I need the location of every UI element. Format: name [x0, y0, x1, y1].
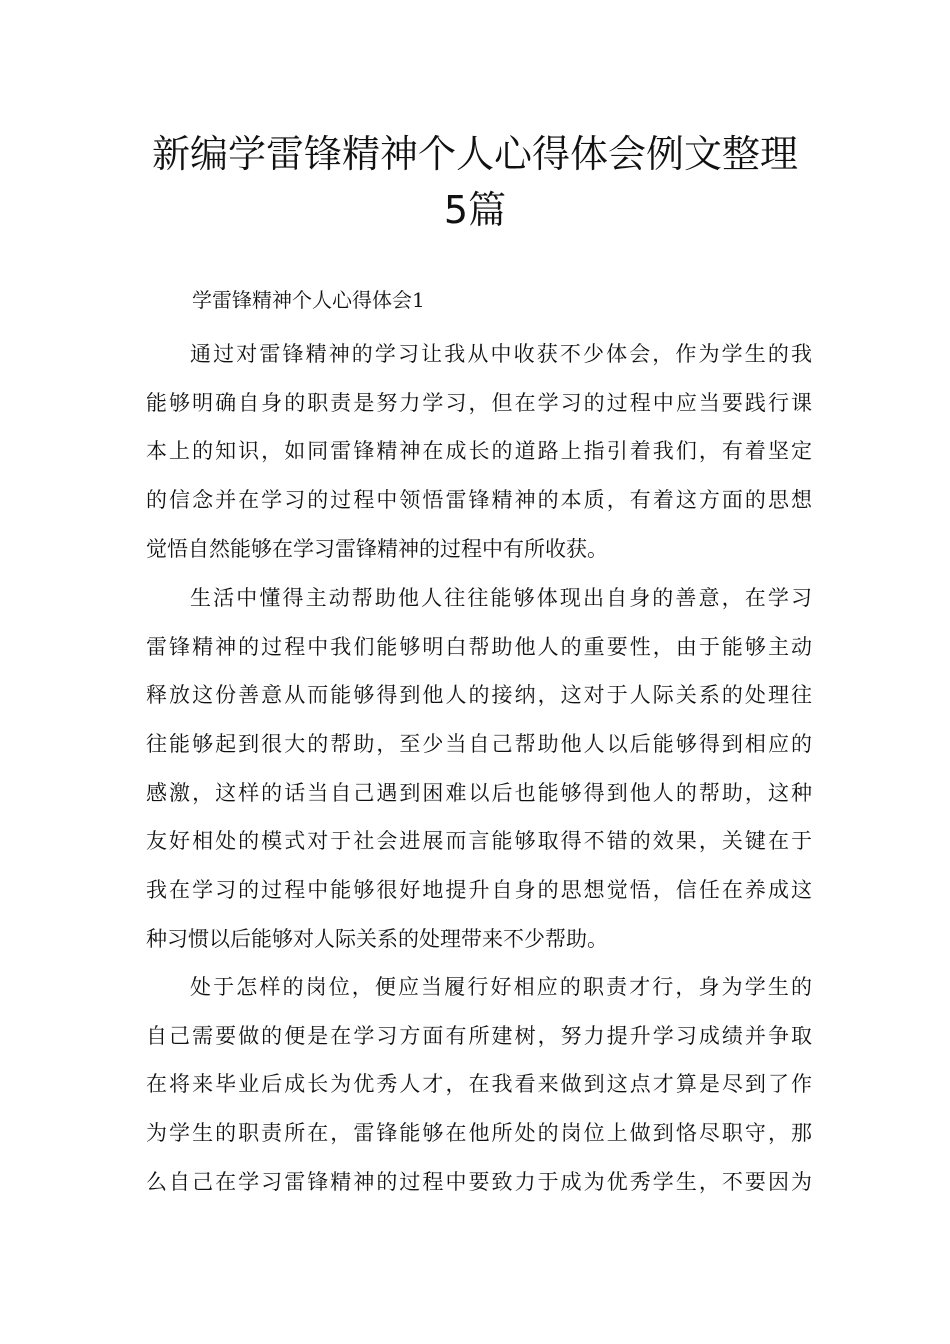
paragraph-line: 我在学习的过程中能够很好地提升自身的思想觉悟，信任在养成这 — [146, 878, 812, 903]
paragraph-line: 为学生的职责所在，雷锋能够在他所处的岗位上做到恪尽职守，那 — [146, 1121, 812, 1146]
section-heading: 学雷锋精神个人心得体会1 — [192, 288, 425, 312]
paragraph-line: 本上的知识，如同雷锋精神在成长的道路上指引着我们，有着坚定 — [146, 439, 812, 464]
title-line-1: 新编学雷锋精神个人心得体会例文整理 — [151, 132, 798, 176]
paragraph-line: 雷锋精神的过程中我们能够明白帮助他人的重要性，由于能够主动 — [146, 634, 812, 659]
paragraph-line: 友好相处的模式对于社会进展而言能够取得不错的效果，关键在于 — [146, 829, 812, 854]
paragraph-line: 么自己在学习雷锋精神的过程中要致力于成为优秀学生，不要因为 — [146, 1169, 812, 1194]
paragraph-line: 通过对雷锋精神的学习让我从中收获不少体会，作为学生的我 — [190, 342, 812, 366]
paragraph-3 — [146, 963, 812, 1206]
paragraph-line: 释放这份善意从而能够得到他人的接纳，这对于人际关系的处理往 — [146, 683, 812, 708]
paragraph-line: 种习惯以后能够对人际关系的处理带来不少帮助。 — [146, 926, 608, 951]
paragraph-line: 处于怎样的岗位，便应当履行好相应的职责才行，身为学生的 — [190, 975, 812, 999]
paragraph-line: 觉悟自然能够在学习雷锋精神的过程中有所收获。 — [146, 536, 608, 561]
paragraph-line: 自己需要做的便是在学习方面有所建树，努力提升学习成绩并争取 — [146, 1023, 812, 1048]
paragraph-line: 感激，这样的话当自己遇到困难以后也能够得到他人的帮助，这种 — [146, 780, 812, 805]
paragraph-line: 在将来毕业后成长为优秀人才，在我看来做到这点才算是尽到了作 — [146, 1072, 812, 1097]
paragraph-line: 往能够起到很大的帮助，至少当自己帮助他人以后能够得到相应的 — [146, 732, 812, 757]
title-line-2: 5篇 — [443, 188, 507, 232]
paragraph-line: 生活中懂得主动帮助他人往往能够体现出自身的善意，在学习 — [190, 586, 812, 610]
paragraph-line: 能够明确自身的职责是努力学习，但在学习的过程中应当要践行课 — [146, 390, 812, 415]
paragraph-line: 的信念并在学习的过程中领悟雷锋精神的本质，有着这方面的思想 — [146, 488, 812, 513]
paragraph-1 — [146, 330, 812, 573]
paragraph-2 — [146, 574, 812, 964]
document-title — [100, 126, 850, 238]
